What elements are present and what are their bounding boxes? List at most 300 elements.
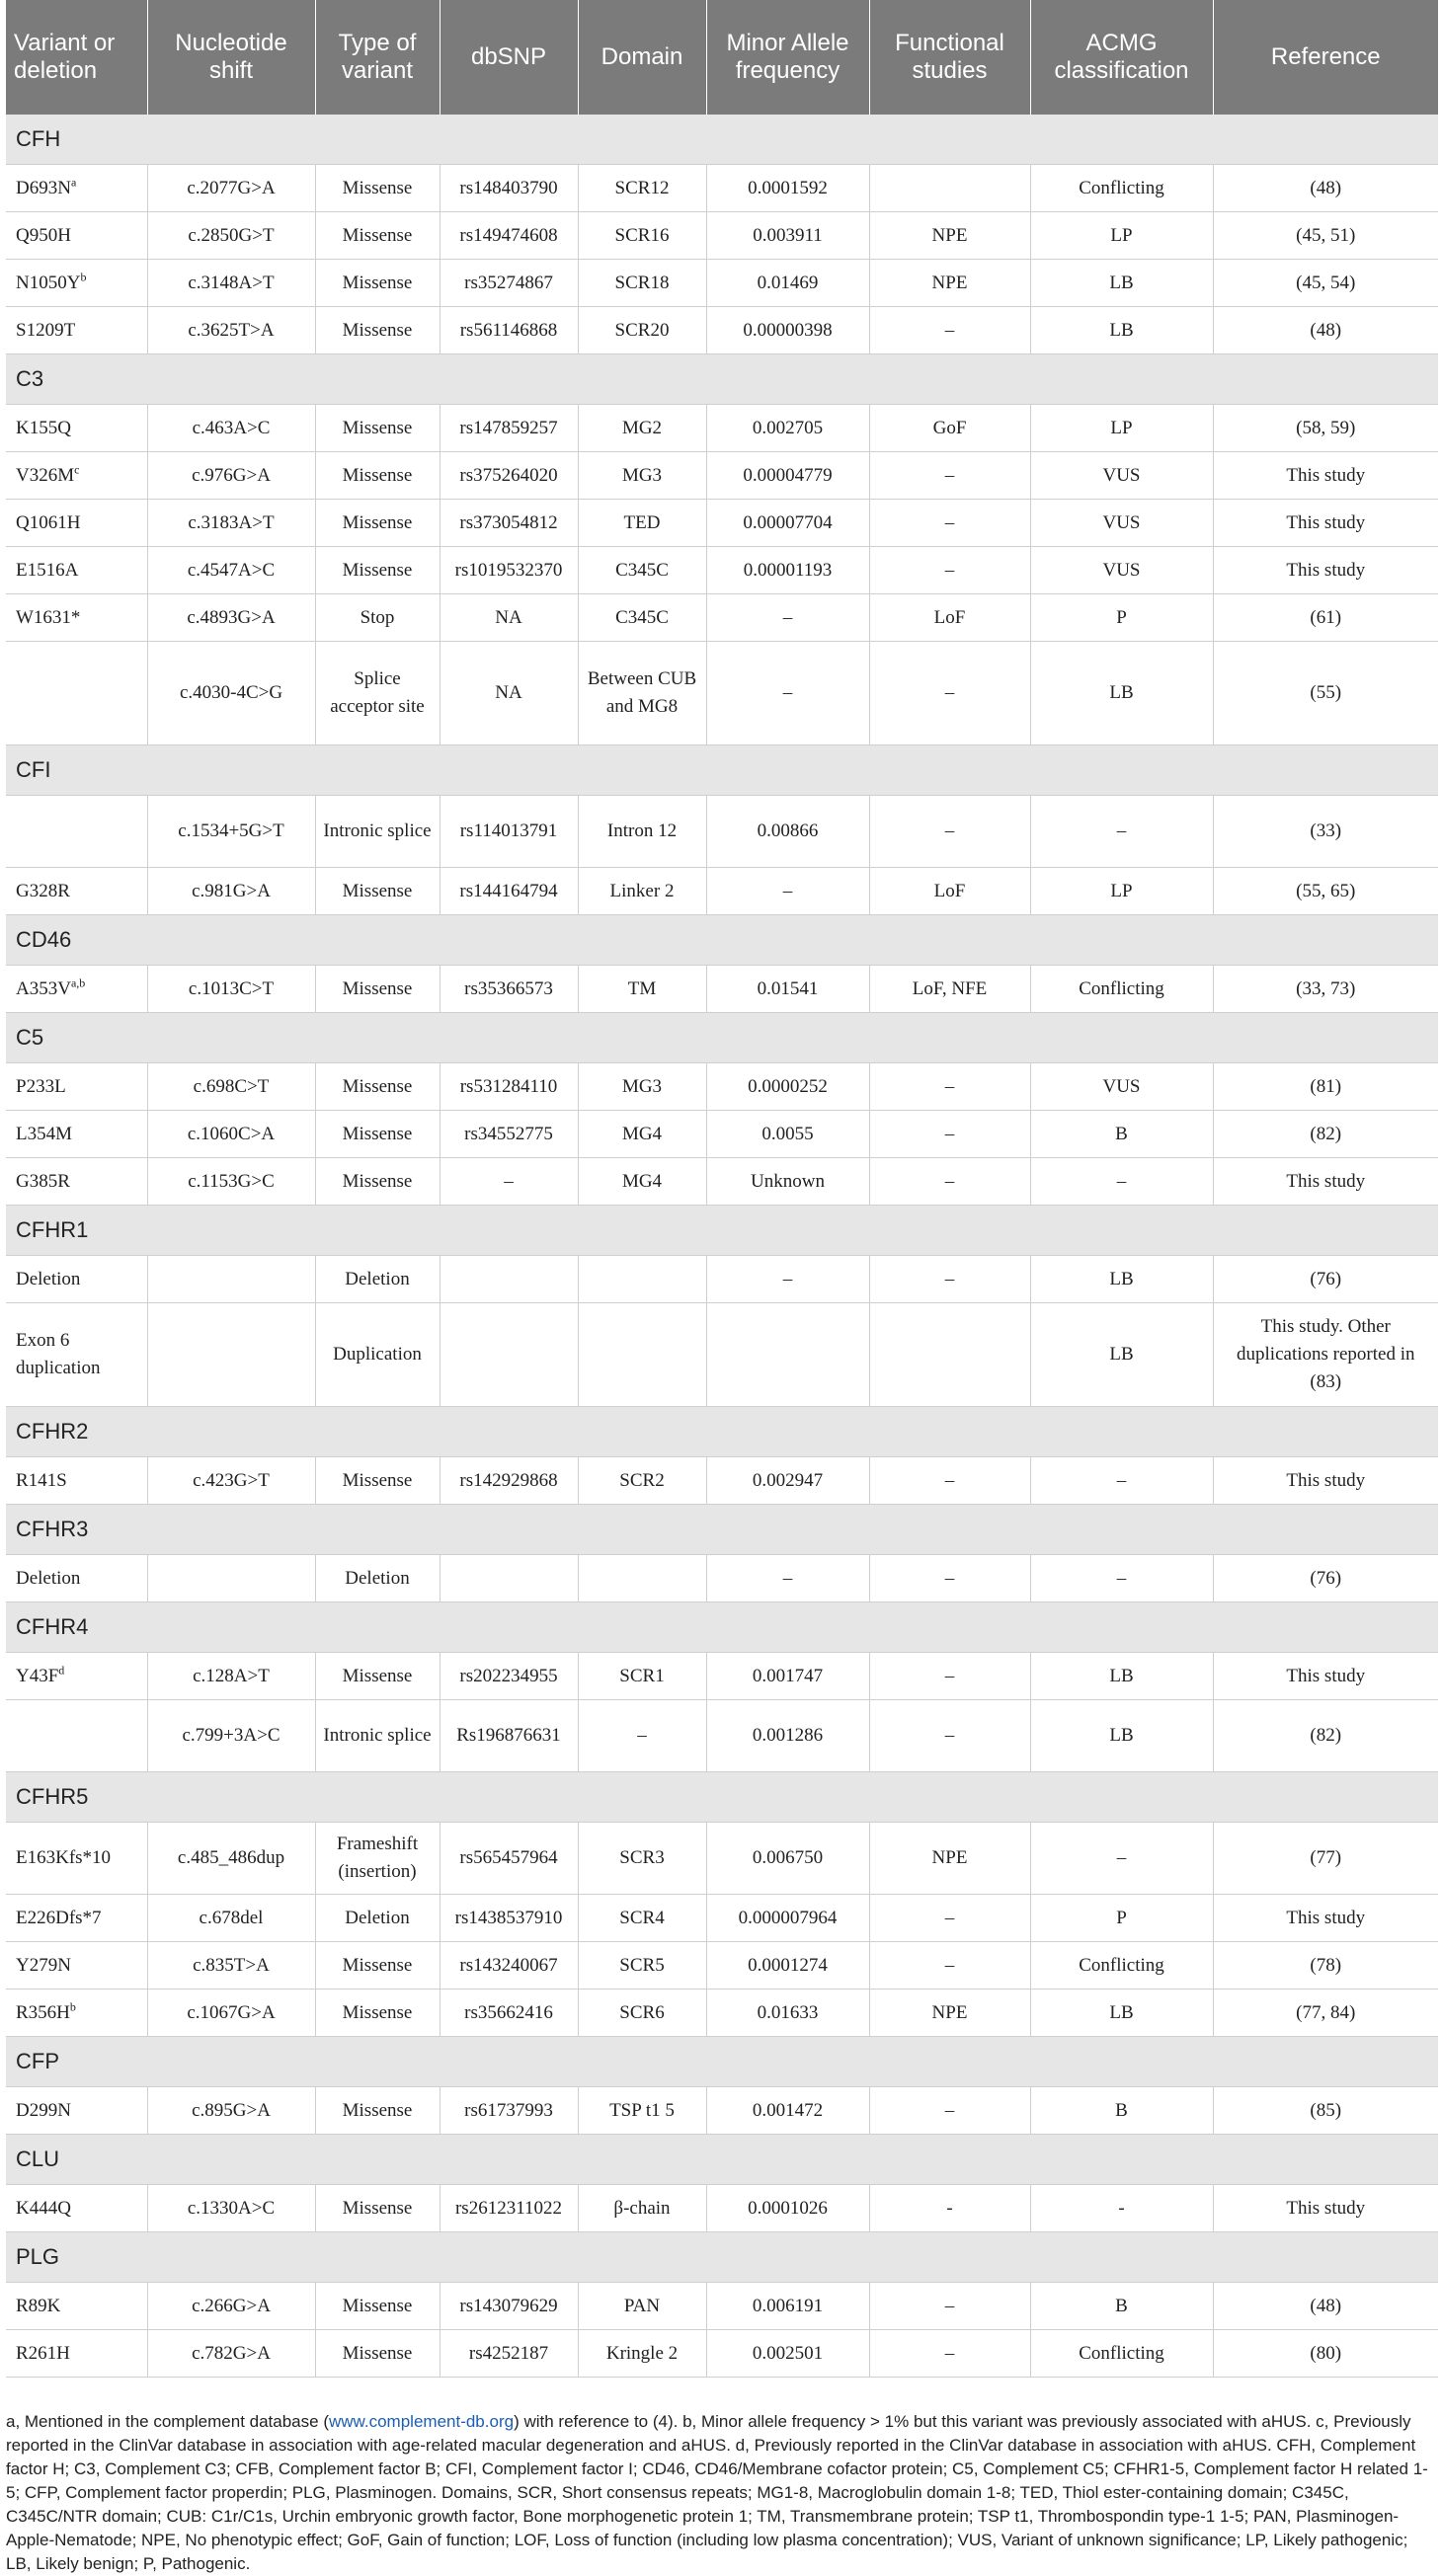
functional-cell: - [869, 2185, 1030, 2232]
functional-cell [869, 165, 1030, 212]
domain-cell: Linker 2 [578, 868, 706, 915]
domain-cell: MG4 [578, 1158, 706, 1206]
table-row [6, 307, 1438, 354]
type-cell: Missense [315, 1990, 440, 2037]
maf-cell: 0.0000252 [706, 1063, 869, 1111]
variant-name: R141S [16, 1469, 67, 1491]
nucleotide-shift-cell [147, 1256, 315, 1303]
nucleotide-shift-cell: c.4030-4C>G [147, 642, 315, 745]
type-cell: Missense [315, 2185, 440, 2232]
acmg-cell: – [1030, 1158, 1213, 1206]
footnote-text-start: a, Mentioned in the complement database ( [6, 2412, 329, 2431]
acmg-cell: B [1030, 1111, 1213, 1158]
variant-name: E1516A [16, 559, 79, 581]
variant-name: E163Kfs*10 [16, 1847, 112, 1868]
domain-cell: Intron 12 [578, 796, 706, 868]
acmg-cell: P [1030, 1895, 1213, 1942]
table-row [6, 405, 1438, 452]
type-cell: Missense [315, 2330, 440, 2378]
nucleotide-shift-cell [147, 1555, 315, 1602]
variant-name: G385R [16, 1170, 70, 1192]
variant-cell [6, 1111, 147, 1158]
functional-cell: LoF, NFE [869, 966, 1030, 1013]
acmg-cell: Conflicting [1030, 2330, 1213, 2378]
type-cell: Missense [315, 452, 440, 500]
variant-name: D299N [16, 2099, 71, 2121]
domain-cell: SCR4 [578, 1895, 706, 1942]
table-row [6, 1158, 1438, 1206]
functional-cell: – [869, 2087, 1030, 2135]
variant-name: W1631* [16, 606, 81, 628]
reference-cell: (55, 65) [1213, 868, 1438, 915]
dbsnp-cell: rs373054812 [440, 500, 578, 547]
nucleotide-shift-cell: c.4547A>C [147, 547, 315, 594]
acmg-cell: B [1030, 2087, 1213, 2135]
type-cell: Intronic splice [315, 796, 440, 868]
reference-cell: (77) [1213, 1823, 1438, 1895]
variant-cell [6, 1303, 147, 1407]
table-row [6, 165, 1438, 212]
reference-cell: This study [1213, 500, 1438, 547]
variant-name: Deletion [16, 1268, 81, 1289]
type-cell: Duplication [315, 1303, 440, 1407]
type-cell: Deletion [315, 1256, 440, 1303]
domain-cell [578, 1555, 706, 1602]
domain-cell: MG3 [578, 1063, 706, 1111]
table-row [6, 1256, 1438, 1303]
reference-cell: (80) [1213, 2330, 1438, 2378]
functional-cell: NPE [869, 260, 1030, 307]
acmg-cell: LB [1030, 1653, 1213, 1700]
functional-cell: – [869, 1653, 1030, 1700]
variant-name: G328R [16, 880, 70, 901]
type-cell: Missense [315, 260, 440, 307]
dbsnp-cell [440, 1555, 578, 1602]
table-row [6, 1895, 1438, 1942]
gene-section-title: CLU [6, 2135, 1438, 2185]
variant-cell [6, 1990, 147, 2037]
nucleotide-shift-cell: c.1013C>T [147, 966, 315, 1013]
table-row [6, 1063, 1438, 1111]
functional-cell: – [869, 1700, 1030, 1772]
dbsnp-cell: rs144164794 [440, 868, 578, 915]
table-row [6, 2330, 1438, 2378]
type-cell: Missense [315, 1942, 440, 1990]
table-row [6, 500, 1438, 547]
reference-cell: This study [1213, 1653, 1438, 1700]
type-cell: Missense [315, 1457, 440, 1505]
reference-cell: (33, 73) [1213, 966, 1438, 1013]
variant-cell [6, 260, 147, 307]
nucleotide-shift-cell: c.1153G>C [147, 1158, 315, 1206]
nucleotide-shift-cell: c.698C>T [147, 1063, 315, 1111]
reference-cell: (48) [1213, 165, 1438, 212]
footnote-marker: a [70, 175, 77, 190]
functional-cell: – [869, 1457, 1030, 1505]
acmg-cell: VUS [1030, 1063, 1213, 1111]
dbsnp-cell: rs561146868 [440, 307, 578, 354]
maf-cell: Unknown [706, 1158, 869, 1206]
type-cell: Missense [315, 307, 440, 354]
dbsnp-cell: rs1019532370 [440, 547, 578, 594]
dbsnp-cell: NA [440, 594, 578, 642]
dbsnp-cell: rs114013791 [440, 796, 578, 868]
acmg-cell: LB [1030, 307, 1213, 354]
gene-section-row [6, 1407, 1438, 1457]
dbsnp-cell: rs565457964 [440, 1823, 578, 1895]
type-cell: Missense [315, 1158, 440, 1206]
type-cell: Missense [315, 868, 440, 915]
functional-cell: – [869, 1555, 1030, 1602]
functional-cell: – [869, 642, 1030, 745]
variant-cell [6, 1823, 147, 1895]
variant-cell [6, 405, 147, 452]
acmg-cell: P [1030, 594, 1213, 642]
variant-cell [6, 1942, 147, 1990]
col-header-maf: Minor Allele frequency [706, 0, 869, 115]
variant-name: A353V [16, 977, 71, 999]
reference-cell: (45, 54) [1213, 260, 1438, 307]
nucleotide-shift-cell: c.266G>A [147, 2283, 315, 2330]
gene-section-row [6, 354, 1438, 405]
dbsnp-cell: rs34552775 [440, 1111, 578, 1158]
reference-cell: This study [1213, 1895, 1438, 1942]
nucleotide-shift-cell: c.3183A>T [147, 500, 315, 547]
gene-section-title: PLG [6, 2232, 1438, 2283]
maf-cell: 0.0055 [706, 1111, 869, 1158]
domain-cell [578, 1256, 706, 1303]
table-body [6, 115, 1438, 2378]
acmg-cell: LP [1030, 405, 1213, 452]
variant-cell [6, 452, 147, 500]
maf-cell: 0.002705 [706, 405, 869, 452]
maf-cell: 0.0001274 [706, 1942, 869, 1990]
variant-name: Y43F [16, 1665, 59, 1686]
gene-section-row [6, 2232, 1438, 2283]
variant-cell [6, 1256, 147, 1303]
table-row [6, 642, 1438, 745]
dbsnp-cell: – [440, 1158, 578, 1206]
dbsnp-cell: rs35662416 [440, 1990, 578, 2037]
domain-cell: TED [578, 500, 706, 547]
acmg-cell: LB [1030, 1700, 1213, 1772]
col-header-reference: Reference [1213, 0, 1438, 115]
table-row [6, 594, 1438, 642]
table-row [6, 1990, 1438, 2037]
dbsnp-cell: rs35274867 [440, 260, 578, 307]
functional-cell: LoF [869, 594, 1030, 642]
maf-cell: 0.006191 [706, 2283, 869, 2330]
gene-section-title: CFH [6, 115, 1438, 165]
gene-section-title: CFHR2 [6, 1407, 1438, 1457]
domain-cell: – [578, 1700, 706, 1772]
variant-name: L354M [16, 1123, 72, 1144]
nucleotide-shift-cell: c.485_486dup [147, 1823, 315, 1895]
functional-cell: NPE [869, 212, 1030, 260]
table-row [6, 452, 1438, 500]
variant-cell [6, 212, 147, 260]
variant-name: Y279N [16, 1954, 71, 1976]
reference-cell: (48) [1213, 307, 1438, 354]
dbsnp-cell: rs531284110 [440, 1063, 578, 1111]
reference-cell: This study [1213, 547, 1438, 594]
footnote-marker: b [80, 270, 87, 284]
maf-cell: 0.01541 [706, 966, 869, 1013]
variant-cell [6, 1457, 147, 1505]
type-cell: Frameshift (insertion) [315, 1823, 440, 1895]
nucleotide-shift-cell: c.3148A>T [147, 260, 315, 307]
maf-cell: 0.01469 [706, 260, 869, 307]
table-row [6, 966, 1438, 1013]
dbsnp-cell: rs4252187 [440, 2330, 578, 2378]
acmg-cell: – [1030, 1555, 1213, 1602]
acmg-cell: – [1030, 796, 1213, 868]
variant-name: K444Q [16, 2197, 71, 2219]
dbsnp-cell: rs202234955 [440, 1653, 578, 1700]
reference-cell: (45, 51) [1213, 212, 1438, 260]
reference-cell: (48) [1213, 2283, 1438, 2330]
type-cell: Deletion [315, 1895, 440, 1942]
maf-cell: 0.002501 [706, 2330, 869, 2378]
domain-cell: SCR3 [578, 1823, 706, 1895]
functional-cell: NPE [869, 1990, 1030, 2037]
functional-cell: – [869, 1111, 1030, 1158]
variant-cell [6, 1158, 147, 1206]
maf-cell: – [706, 868, 869, 915]
dbsnp-cell: rs147859257 [440, 405, 578, 452]
maf-cell: – [706, 1256, 869, 1303]
maf-cell: 0.00866 [706, 796, 869, 868]
table-row [6, 868, 1438, 915]
dbsnp-cell [440, 1256, 578, 1303]
type-cell: Missense [315, 966, 440, 1013]
acmg-cell: LP [1030, 212, 1213, 260]
gene-section-row [6, 1013, 1438, 1063]
nucleotide-shift-cell: c.463A>C [147, 405, 315, 452]
dbsnp-cell: rs375264020 [440, 452, 578, 500]
acmg-cell: Conflicting [1030, 1942, 1213, 1990]
reference-cell: (85) [1213, 2087, 1438, 2135]
variant-cell [6, 165, 147, 212]
reference-cell: This study [1213, 1457, 1438, 1505]
maf-cell: 0.01633 [706, 1990, 869, 2037]
functional-cell: – [869, 1895, 1030, 1942]
gene-section-row [6, 915, 1438, 966]
type-cell: Missense [315, 405, 440, 452]
type-cell: Splice acceptor site [315, 642, 440, 745]
maf-cell: – [706, 594, 869, 642]
maf-cell: 0.0001592 [706, 165, 869, 212]
table-row [6, 260, 1438, 307]
table-row [6, 2185, 1438, 2232]
domain-cell: C345C [578, 594, 706, 642]
gene-section-title: CFHR1 [6, 1206, 1438, 1256]
type-cell: Missense [315, 500, 440, 547]
maf-cell: 0.000007964 [706, 1895, 869, 1942]
table-row [6, 1942, 1438, 1990]
maf-cell: 0.001286 [706, 1700, 869, 1772]
gene-section-title: CFHR4 [6, 1602, 1438, 1653]
domain-cell: SCR5 [578, 1942, 706, 1990]
nucleotide-shift-cell: c.835T>A [147, 1942, 315, 1990]
acmg-cell: Conflicting [1030, 165, 1213, 212]
reference-cell: (76) [1213, 1256, 1438, 1303]
reference-cell: (81) [1213, 1063, 1438, 1111]
variant-name: D693N [16, 177, 71, 198]
variant-cell [6, 500, 147, 547]
domain-cell: SCR12 [578, 165, 706, 212]
col-header-variant: Variant or deletion [6, 0, 147, 115]
acmg-cell: LB [1030, 1990, 1213, 2037]
nucleotide-shift-cell: c.1060C>A [147, 1111, 315, 1158]
variant-cell [6, 1555, 147, 1602]
reference-cell: This study. Other duplications reported in (83) [1213, 1303, 1438, 1407]
table-row [6, 1457, 1438, 1505]
variant-cell [6, 1895, 147, 1942]
type-cell: Missense [315, 1063, 440, 1111]
acmg-cell: LB [1030, 260, 1213, 307]
footnote-text-end: ) with reference to (4). b, Minor allele frequency > 1% but this variant was previously associated with aHUS. c, Previously reported in the ClinVar database in association with age-related macular degeneration and aHUS. d, Previously reported in the ClinVar database in association with aHUS. CFH, Complement factor H; C3, Complement C3; CFB, Complement factor B; CFI, Complement factor I; CD46, CD46/Membrane cofactor protein; C5, Complement C5; CFHR1-5, Complement factor H related 1-5; CFP, Complement factor properdin; PLG, Plasminogen. Domains, SCR, Short consensus repeats; MG1-8, Macroglobulin domain 1-8; TED, Thiol ester-containing domain; C345C, C345C/NTR domain; CUB: C1r/C1s, Urchin embryonic growth factor, Bone morphogenetic protein 1; TM, Transmembrane protein; TSP t1, Thrombospondin type-1 1-5; PAN, Plasminogen-Apple-Nematode; NPE, No phenotypic effect; GoF, Gain of function; LOF, Loss of function (including low plasma concentration); VUS, Variant of unknown significance; LP, Likely pathogenic; LB, Likely benign; P, Pathogenic. [6, 2412, 1428, 2573]
nucleotide-shift-cell: c.1330A>C [147, 2185, 315, 2232]
type-cell: Missense [315, 1111, 440, 1158]
domain-cell: TM [578, 966, 706, 1013]
domain-cell: C345C [578, 547, 706, 594]
maf-cell: – [706, 642, 869, 745]
variant-cell [6, 2087, 147, 2135]
functional-cell: – [869, 307, 1030, 354]
acmg-cell: – [1030, 1457, 1213, 1505]
dbsnp-cell: NA [440, 642, 578, 745]
footnote-marker: c [74, 462, 80, 477]
variant-name: R261H [16, 2342, 70, 2364]
functional-cell: – [869, 452, 1030, 500]
gene-section-row [6, 1206, 1438, 1256]
col-header-dbsnp: dbSNP [440, 0, 578, 115]
nucleotide-shift-cell: c.976G>A [147, 452, 315, 500]
nucleotide-shift-cell: c.799+3A>C [147, 1700, 315, 1772]
reference-cell: (82) [1213, 1700, 1438, 1772]
col-header-type: Type of variant [315, 0, 440, 115]
variant-name: Q1061H [16, 511, 81, 533]
dbsnp-cell: rs35366573 [440, 966, 578, 1013]
variant-name: R356H [16, 2001, 70, 2023]
gene-section-row [6, 2135, 1438, 2185]
gene-section-title: CFHR3 [6, 1505, 1438, 1555]
reference-cell: (76) [1213, 1555, 1438, 1602]
domain-cell [578, 1303, 706, 1407]
col-header-functional-studies: Functional studies [869, 0, 1030, 115]
footnote-marker: a,b [70, 976, 86, 990]
domain-cell: SCR6 [578, 1990, 706, 2037]
reference-cell: This study [1213, 452, 1438, 500]
table-row [6, 1303, 1438, 1407]
variant-cell [6, 966, 147, 1013]
domain-cell: SCR18 [578, 260, 706, 307]
variant-table [6, 0, 1438, 2378]
table-row [6, 212, 1438, 260]
domain-cell: MG2 [578, 405, 706, 452]
nucleotide-shift-cell: c.981G>A [147, 868, 315, 915]
col-header-domain: Domain [578, 0, 706, 115]
variant-cell [6, 2185, 147, 2232]
dbsnp-cell: Rs196876631 [440, 1700, 578, 1772]
maf-cell: 0.001747 [706, 1653, 869, 1700]
maf-cell: 0.0001026 [706, 2185, 869, 2232]
functional-cell: – [869, 1063, 1030, 1111]
variant-cell [6, 2283, 147, 2330]
acmg-cell: LB [1030, 642, 1213, 745]
acmg-cell: Conflicting [1030, 966, 1213, 1013]
type-cell: Deletion [315, 1555, 440, 1602]
acmg-cell: VUS [1030, 500, 1213, 547]
maf-cell: 0.003911 [706, 212, 869, 260]
maf-cell [706, 1303, 869, 1407]
acmg-cell: VUS [1030, 452, 1213, 500]
variant-cell [6, 642, 147, 745]
gene-section-row [6, 115, 1438, 165]
type-cell: Intronic splice [315, 1700, 440, 1772]
type-cell: Stop [315, 594, 440, 642]
maf-cell: 0.00007704 [706, 500, 869, 547]
nucleotide-shift-cell: c.1067G>A [147, 1990, 315, 2037]
domain-cell: SCR20 [578, 307, 706, 354]
domain-cell: PAN [578, 2283, 706, 2330]
gene-section-title: C5 [6, 1013, 1438, 1063]
nucleotide-shift-cell: c.2077G>A [147, 165, 315, 212]
table-row [6, 1555, 1438, 1602]
col-header-acmg: ACMG classification [1030, 0, 1213, 115]
acmg-cell: LB [1030, 1256, 1213, 1303]
type-cell: Missense [315, 1653, 440, 1700]
gene-section-row [6, 2037, 1438, 2087]
table-row [6, 1653, 1438, 1700]
domain-cell: SCR2 [578, 1457, 706, 1505]
domain-cell: MG3 [578, 452, 706, 500]
gene-section-title: CFP [6, 2037, 1438, 2087]
domain-cell: SCR1 [578, 1653, 706, 1700]
variant-name: V326M [16, 464, 75, 486]
table-row [6, 2087, 1438, 2135]
reference-cell: (78) [1213, 1942, 1438, 1990]
maf-cell: 0.00000398 [706, 307, 869, 354]
table-footnote [6, 2410, 1432, 2576]
domain-cell: Kringle 2 [578, 2330, 706, 2378]
acmg-cell: LP [1030, 868, 1213, 915]
variant-cell [6, 594, 147, 642]
dbsnp-cell: rs61737993 [440, 2087, 578, 2135]
variant-cell [6, 1653, 147, 1700]
reference-cell: This study [1213, 2185, 1438, 2232]
nucleotide-shift-cell: c.1534+5G>T [147, 796, 315, 868]
table-row [6, 796, 1438, 868]
table-row [6, 547, 1438, 594]
variant-name: E226Dfs*7 [16, 1907, 102, 1928]
domain-cell: SCR16 [578, 212, 706, 260]
dbsnp-cell [440, 1303, 578, 1407]
functional-cell: – [869, 500, 1030, 547]
maf-cell: 0.00004779 [706, 452, 869, 500]
variant-cell [6, 868, 147, 915]
nucleotide-shift-cell: c.678del [147, 1895, 315, 1942]
variant-cell [6, 1063, 147, 1111]
acmg-cell: - [1030, 2185, 1213, 2232]
maf-cell: – [706, 1555, 869, 1602]
functional-cell: LoF [869, 868, 1030, 915]
reference-cell: (61) [1213, 594, 1438, 642]
col-header-nucleotide-shift: Nucleotide shift [147, 0, 315, 115]
reference-cell: (55) [1213, 642, 1438, 745]
complement-db-link[interactable]: www.complement-db.org [328, 2412, 515, 2431]
